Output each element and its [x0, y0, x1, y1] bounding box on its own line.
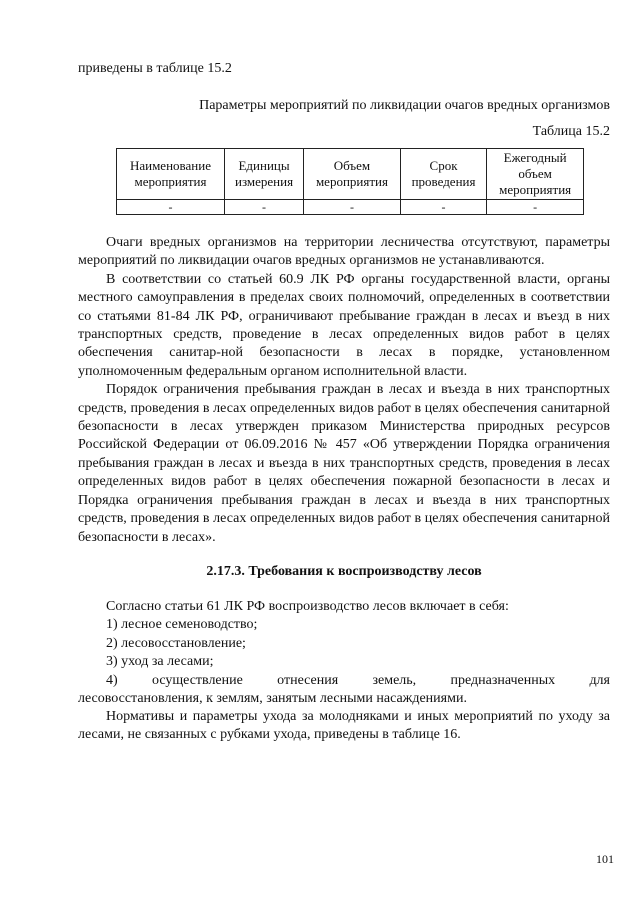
header-line: Наименование: [129, 158, 211, 173]
header-activity-name: [117, 149, 225, 200]
header-term: [400, 149, 486, 200]
list-item: 3) уход за лесами;: [106, 654, 214, 670]
list-word: отнесения: [277, 672, 339, 688]
document-page: [78, 0, 614, 904]
table-cell: -: [400, 200, 486, 215]
header-annual-volume: [487, 149, 584, 200]
list-item: 1) лесное семеноводство;: [106, 617, 258, 633]
header-line: измерения: [235, 174, 294, 189]
list-word: 4): [106, 672, 118, 688]
paragraph: Нормативы и параметры ухода за молодняками и иных мероприятий по уходу за лесами, не связанных с рубками ухода, приведены в таблице 16.: [78, 709, 610, 743]
reproduction-list: [78, 598, 610, 708]
list-word: осуществление: [151, 672, 243, 688]
section-heading: 2.17.3. Требования к воспроизводству лесов: [206, 564, 482, 579]
parameters-table: [116, 148, 584, 215]
table-cell: -: [304, 200, 401, 215]
list-word: для: [589, 672, 610, 688]
table-number: Таблица 15.2: [532, 124, 610, 139]
paragraph: Очаги вредных организмов на территории лесничества отсутствуют, параметры мероприятий по ликвидации очагов вредных организмов не устанавливаются.: [78, 235, 610, 269]
list-item: [78, 672, 610, 690]
header-line: объем: [518, 166, 552, 181]
table-row: [117, 200, 584, 215]
header-line: мероприятия: [315, 174, 388, 189]
header-line: мероприятия: [134, 174, 207, 189]
header-line: Единицы: [238, 158, 290, 173]
header-line: мероприятия: [499, 182, 572, 197]
paragraph: Порядок ограничения пребывания граждан в лесах и въезда в них транспортных средств, проведения в лесах определенных видов работ в целях обеспечения санитарной безопасности в лесах утвержден приказом Министерства природных ресурсов Российской Федерации от 06.09.2016 № 457 «Об утверждении Порядка ограничения пребывания граждан в лесах и въезда в них транспортных средств, проведения в лесах определенных видов работ в целях обеспечения пожарной безопасности в лесах и Порядка ограничения пребывания граждан в лесах и въезда в них транспортных средств, проведения в лесах определенных видов работ в целях обеспечения санитарной безопасности в лесах».: [78, 382, 610, 545]
paragraph: В соответствии со статьей 60.9 ЛК РФ органы государственной власти, органы местного самоуправления в пределах своих полномочий, определенных в соответствии со статьями 81-84 ЛК РФ, ограничивают пребывание граждан в лесах и въезд в них транспортных средств, проведение в лесах определенных видов работ в целях обеспечения санитар-ной безопасности в лесах в порядке, установленном уполномоченным федеральным органом исполнительной власти.: [78, 271, 610, 379]
list-lead: Согласно статьи 61 ЛК РФ воспроизводство лесов включает в себя:: [106, 599, 509, 614]
header-volume: [304, 149, 401, 200]
table-cell: -: [117, 200, 225, 215]
page-number: 101: [596, 852, 614, 866]
list-word: предназначенных: [450, 672, 556, 688]
list-item-continuation: лесовосстановления, к землям, занятым лесными насаждениями.: [78, 691, 467, 707]
header-line: Ежегодный: [503, 150, 567, 165]
header-line: Объем: [333, 158, 371, 173]
norms-paragraph-block: [78, 708, 610, 745]
table-cell: -: [487, 200, 584, 215]
table-title: Параметры мероприятий по ликвидации очагов вредных организмов: [199, 98, 610, 113]
intro-line: приведены в таблице 15.2: [78, 61, 232, 76]
header-line: проведения: [411, 174, 476, 189]
list-word: земель,: [372, 672, 417, 688]
table-cell: -: [224, 200, 303, 215]
table-header-row: [117, 149, 584, 200]
body-text: [78, 234, 610, 547]
header-line: Срок: [429, 158, 458, 173]
list-item: 2) лесовосстановление;: [106, 635, 246, 651]
header-units: [224, 149, 303, 200]
